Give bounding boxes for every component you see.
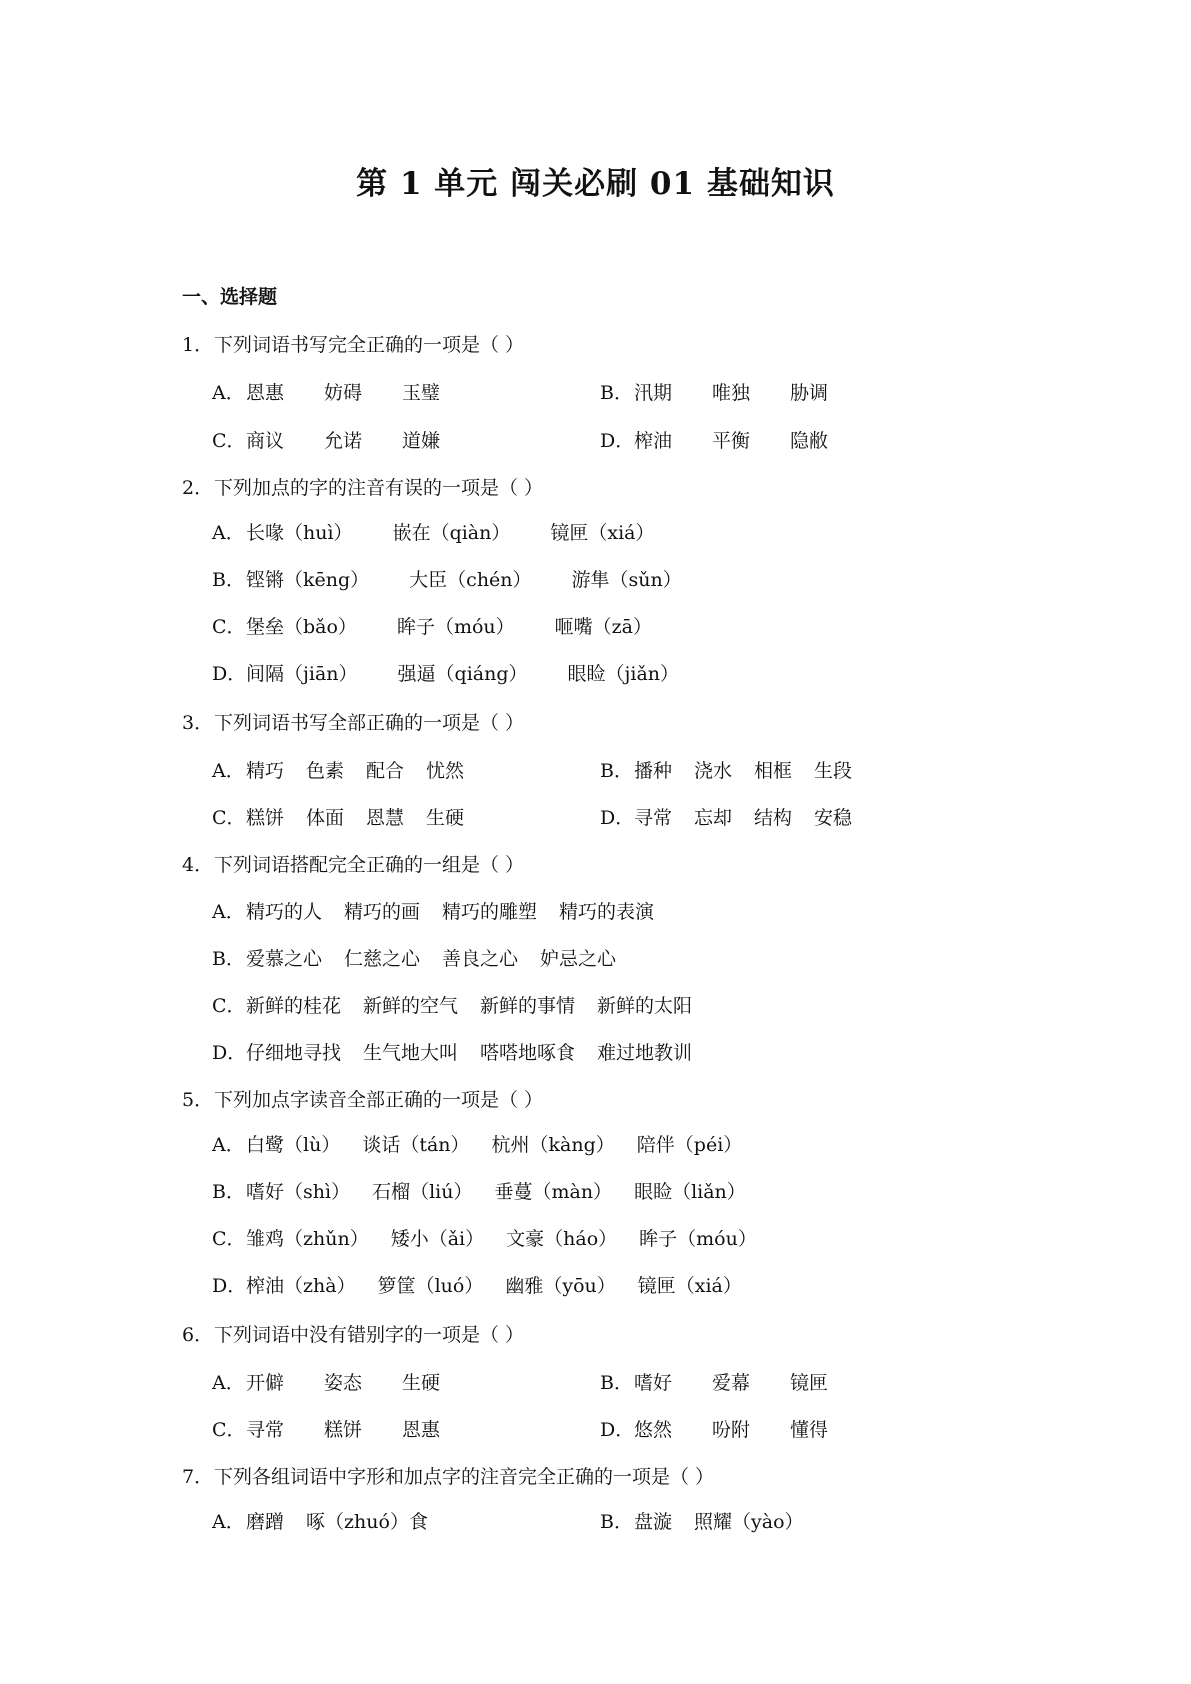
option-word: 配合 <box>366 760 405 782</box>
option-word: 胁调 <box>790 382 829 404</box>
option-word: 允诺 <box>324 430 363 452</box>
q5-option-d <box>212 1271 742 1298</box>
question-7 <box>182 1462 714 1489</box>
q2-option-c <box>212 612 652 639</box>
option-word: 生硬 <box>426 807 465 829</box>
option-word: 生段 <box>814 760 853 782</box>
option-word: 石榴（liú） <box>372 1181 473 1203</box>
option-word: 雏鸡（zhǔn） <box>246 1228 369 1250</box>
option-word: 盘漩 <box>634 1511 673 1533</box>
option-word: 矮小（ǎi） <box>390 1228 485 1250</box>
option-letter: D． <box>600 1419 635 1441</box>
q4-option-a <box>212 897 654 924</box>
option-word: 忘却 <box>694 807 733 829</box>
option-letter: D． <box>600 807 635 829</box>
option-word: 汛期 <box>634 382 673 404</box>
option-letter: A． <box>212 1134 245 1156</box>
question-number: 1． <box>182 334 214 356</box>
option-letter: B． <box>212 1181 245 1203</box>
option-word: 姿态 <box>324 1372 363 1394</box>
question-number: 7． <box>182 1466 214 1488</box>
question-stem: 下列词语搭配完全正确的一组是（ ） <box>214 854 525 876</box>
option-letter: D． <box>212 1275 247 1297</box>
option-word: 恩惠 <box>402 1419 441 1441</box>
q3-option-c <box>212 803 464 830</box>
option-word: 幽雅（yōu） <box>505 1275 616 1297</box>
option-word: 妒忌之心 <box>540 948 617 970</box>
option-word: 难过地教训 <box>597 1042 693 1064</box>
option-letter: A． <box>212 382 245 404</box>
option-word: 生硬 <box>402 1372 441 1394</box>
option-word: 镜匣（xiá） <box>637 1275 742 1297</box>
option-word: 照耀（yào） <box>694 1511 804 1533</box>
q4-option-d <box>212 1038 692 1065</box>
q5-option-a <box>212 1130 742 1157</box>
option-letter: A． <box>212 1511 245 1533</box>
option-word: 唯独 <box>712 382 751 404</box>
option-word: 榨油（zhà） <box>246 1275 356 1297</box>
question-stem: 下列词语中没有错别字的一项是（ ） <box>214 1324 525 1346</box>
question-1 <box>182 330 524 357</box>
option-letter: B． <box>600 1511 633 1533</box>
option-word: 道嫌 <box>402 430 441 452</box>
option-word: 榨油 <box>634 430 673 452</box>
option-word: 镜匣（xiá） <box>550 522 655 544</box>
option-word: 恩惠 <box>246 382 285 404</box>
option-word: 新鲜的太阳 <box>597 995 693 1017</box>
option-word: 新鲜的事情 <box>480 995 576 1017</box>
option-word: 开僻 <box>246 1372 285 1394</box>
option-word: 嵌在（qiàn） <box>392 522 511 544</box>
option-word: 玉璧 <box>402 382 441 404</box>
q2-option-d <box>212 659 679 686</box>
option-word: 啄（zhuó）食 <box>306 1511 428 1533</box>
q3-option-d <box>600 803 852 830</box>
option-letter: C． <box>212 430 246 452</box>
option-word: 咂嘴（zā） <box>554 616 652 638</box>
option-letter: D． <box>212 1042 247 1064</box>
option-word: 新鲜的桂花 <box>246 995 342 1017</box>
option-word: 精巧的表演 <box>559 901 655 923</box>
option-word: 间隔（jiān） <box>246 663 358 685</box>
option-word: 新鲜的空气 <box>363 995 459 1017</box>
option-word: 垂蔓（màn） <box>494 1181 613 1203</box>
option-letter: A． <box>212 1372 245 1394</box>
question-5 <box>182 1085 543 1112</box>
option-word: 谈话（tán） <box>362 1134 470 1156</box>
option-letter: D． <box>212 663 247 685</box>
option-letter: C． <box>212 616 246 638</box>
option-letter: A． <box>212 522 245 544</box>
option-word: 糕饼 <box>324 1419 363 1441</box>
option-word: 铿锵（kēng） <box>246 569 370 591</box>
option-word: 精巧的人 <box>246 901 323 923</box>
option-word: 精巧的画 <box>344 901 421 923</box>
question-6 <box>182 1320 524 1347</box>
option-word: 生气地大叫 <box>363 1042 459 1064</box>
option-word: 安稳 <box>814 807 853 829</box>
option-word: 懂得 <box>790 1419 829 1441</box>
question-stem: 下列词语书写完全正确的一项是（ ） <box>214 334 525 356</box>
option-letter: C． <box>212 807 246 829</box>
option-word: 杭州（kàng） <box>491 1134 615 1156</box>
option-letter: C． <box>212 1419 246 1441</box>
option-word: 悠然 <box>634 1419 673 1441</box>
q7-option-a <box>212 1507 428 1534</box>
q6-option-a <box>212 1368 440 1395</box>
option-letter: C． <box>212 995 246 1017</box>
option-letter: D． <box>600 430 635 452</box>
section-heading: 一、选择题 <box>182 286 278 308</box>
q4-option-c <box>212 991 692 1018</box>
q2-option-a <box>212 518 655 545</box>
question-stem: 下列词语书写全部正确的一项是（ ） <box>214 712 525 734</box>
option-letter: A． <box>212 901 245 923</box>
option-word: 善良之心 <box>442 948 519 970</box>
option-word: 堡垒（bǎo） <box>246 616 357 638</box>
option-word: 长喙（huì） <box>246 522 353 544</box>
option-word: 嗒嗒地啄食 <box>480 1042 576 1064</box>
question-2 <box>182 473 543 500</box>
option-letter: B． <box>212 569 245 591</box>
q3-option-a <box>212 756 464 783</box>
option-word: 恩慧 <box>366 807 405 829</box>
option-word: 隐敝 <box>790 430 829 452</box>
q6-option-c <box>212 1415 440 1442</box>
option-letter: B． <box>600 1372 633 1394</box>
q4-option-b <box>212 944 616 971</box>
option-word: 眼睑（jiǎn） <box>567 663 680 685</box>
option-word: 平衡 <box>712 430 751 452</box>
option-word: 强逼（qiáng） <box>397 663 528 685</box>
q1-option-b <box>600 378 828 405</box>
page-title: 第 1 单元 闯关必刷 01 基础知识 <box>356 166 835 202</box>
question-number: 2． <box>182 477 214 499</box>
option-word: 游隼（sǔn） <box>571 569 682 591</box>
option-word: 寻常 <box>246 1419 285 1441</box>
question-stem: 下列加点的字的注音有误的一项是（ ） <box>214 477 544 499</box>
option-word: 爱慕之心 <box>246 948 323 970</box>
option-letter: B． <box>600 760 633 782</box>
question-number: 5． <box>182 1089 214 1111</box>
option-word: 商议 <box>246 430 285 452</box>
option-word: 嗜好 <box>634 1372 673 1394</box>
question-number: 3． <box>182 712 214 734</box>
q6-option-d <box>600 1415 828 1442</box>
option-word: 仔细地寻找 <box>246 1042 342 1064</box>
option-word: 浇水 <box>694 760 733 782</box>
option-word: 相框 <box>754 760 793 782</box>
question-number: 6． <box>182 1324 214 1346</box>
q1-option-c <box>212 426 440 453</box>
option-word: 糕饼 <box>246 807 285 829</box>
question-4 <box>182 850 524 877</box>
option-word: 寻常 <box>634 807 673 829</box>
q5-option-b <box>212 1177 746 1204</box>
q5-option-c <box>212 1224 757 1251</box>
q1-option-a <box>212 378 440 405</box>
question-3 <box>182 708 524 735</box>
option-letter: A． <box>212 760 245 782</box>
option-word: 精巧的雕塑 <box>442 901 538 923</box>
option-word: 文豪（háo） <box>506 1228 618 1250</box>
option-letter: C． <box>212 1228 246 1250</box>
option-word: 忧然 <box>426 760 465 782</box>
question-stem: 下列加点字读音全部正确的一项是（ ） <box>214 1089 544 1111</box>
option-word: 眸子（móu） <box>639 1228 757 1250</box>
option-word: 磨蹭 <box>246 1511 285 1533</box>
question-stem: 下列各组词语中字形和加点字的注音完全正确的一项是（ ） <box>214 1466 715 1488</box>
option-word: 镜匣 <box>790 1372 829 1394</box>
option-word: 色素 <box>306 760 345 782</box>
option-letter: B． <box>600 382 633 404</box>
option-word: 仁慈之心 <box>344 948 421 970</box>
option-word: 陪伴（péi） <box>636 1134 743 1156</box>
q1-option-d <box>600 426 828 453</box>
q7-option-b <box>600 1507 804 1534</box>
option-letter: B． <box>212 948 245 970</box>
q3-option-b <box>600 756 852 783</box>
option-word: 爱幕 <box>712 1372 751 1394</box>
option-word: 大臣（chén） <box>409 569 532 591</box>
option-word: 嗜好（shì） <box>246 1181 351 1203</box>
q2-option-b <box>212 565 682 592</box>
option-word: 结构 <box>754 807 793 829</box>
option-word: 体面 <box>306 807 345 829</box>
option-word: 白鹭（lù） <box>246 1134 341 1156</box>
option-word: 播种 <box>634 760 673 782</box>
option-word: 吩附 <box>712 1419 751 1441</box>
option-word: 箩筐（luó） <box>377 1275 484 1297</box>
q6-option-b <box>600 1368 828 1395</box>
option-word: 眸子（móu） <box>396 616 515 638</box>
question-number: 4． <box>182 854 214 876</box>
option-word: 妨碍 <box>324 382 363 404</box>
option-word: 精巧 <box>246 760 285 782</box>
option-word: 眼睑（liǎn） <box>634 1181 746 1203</box>
